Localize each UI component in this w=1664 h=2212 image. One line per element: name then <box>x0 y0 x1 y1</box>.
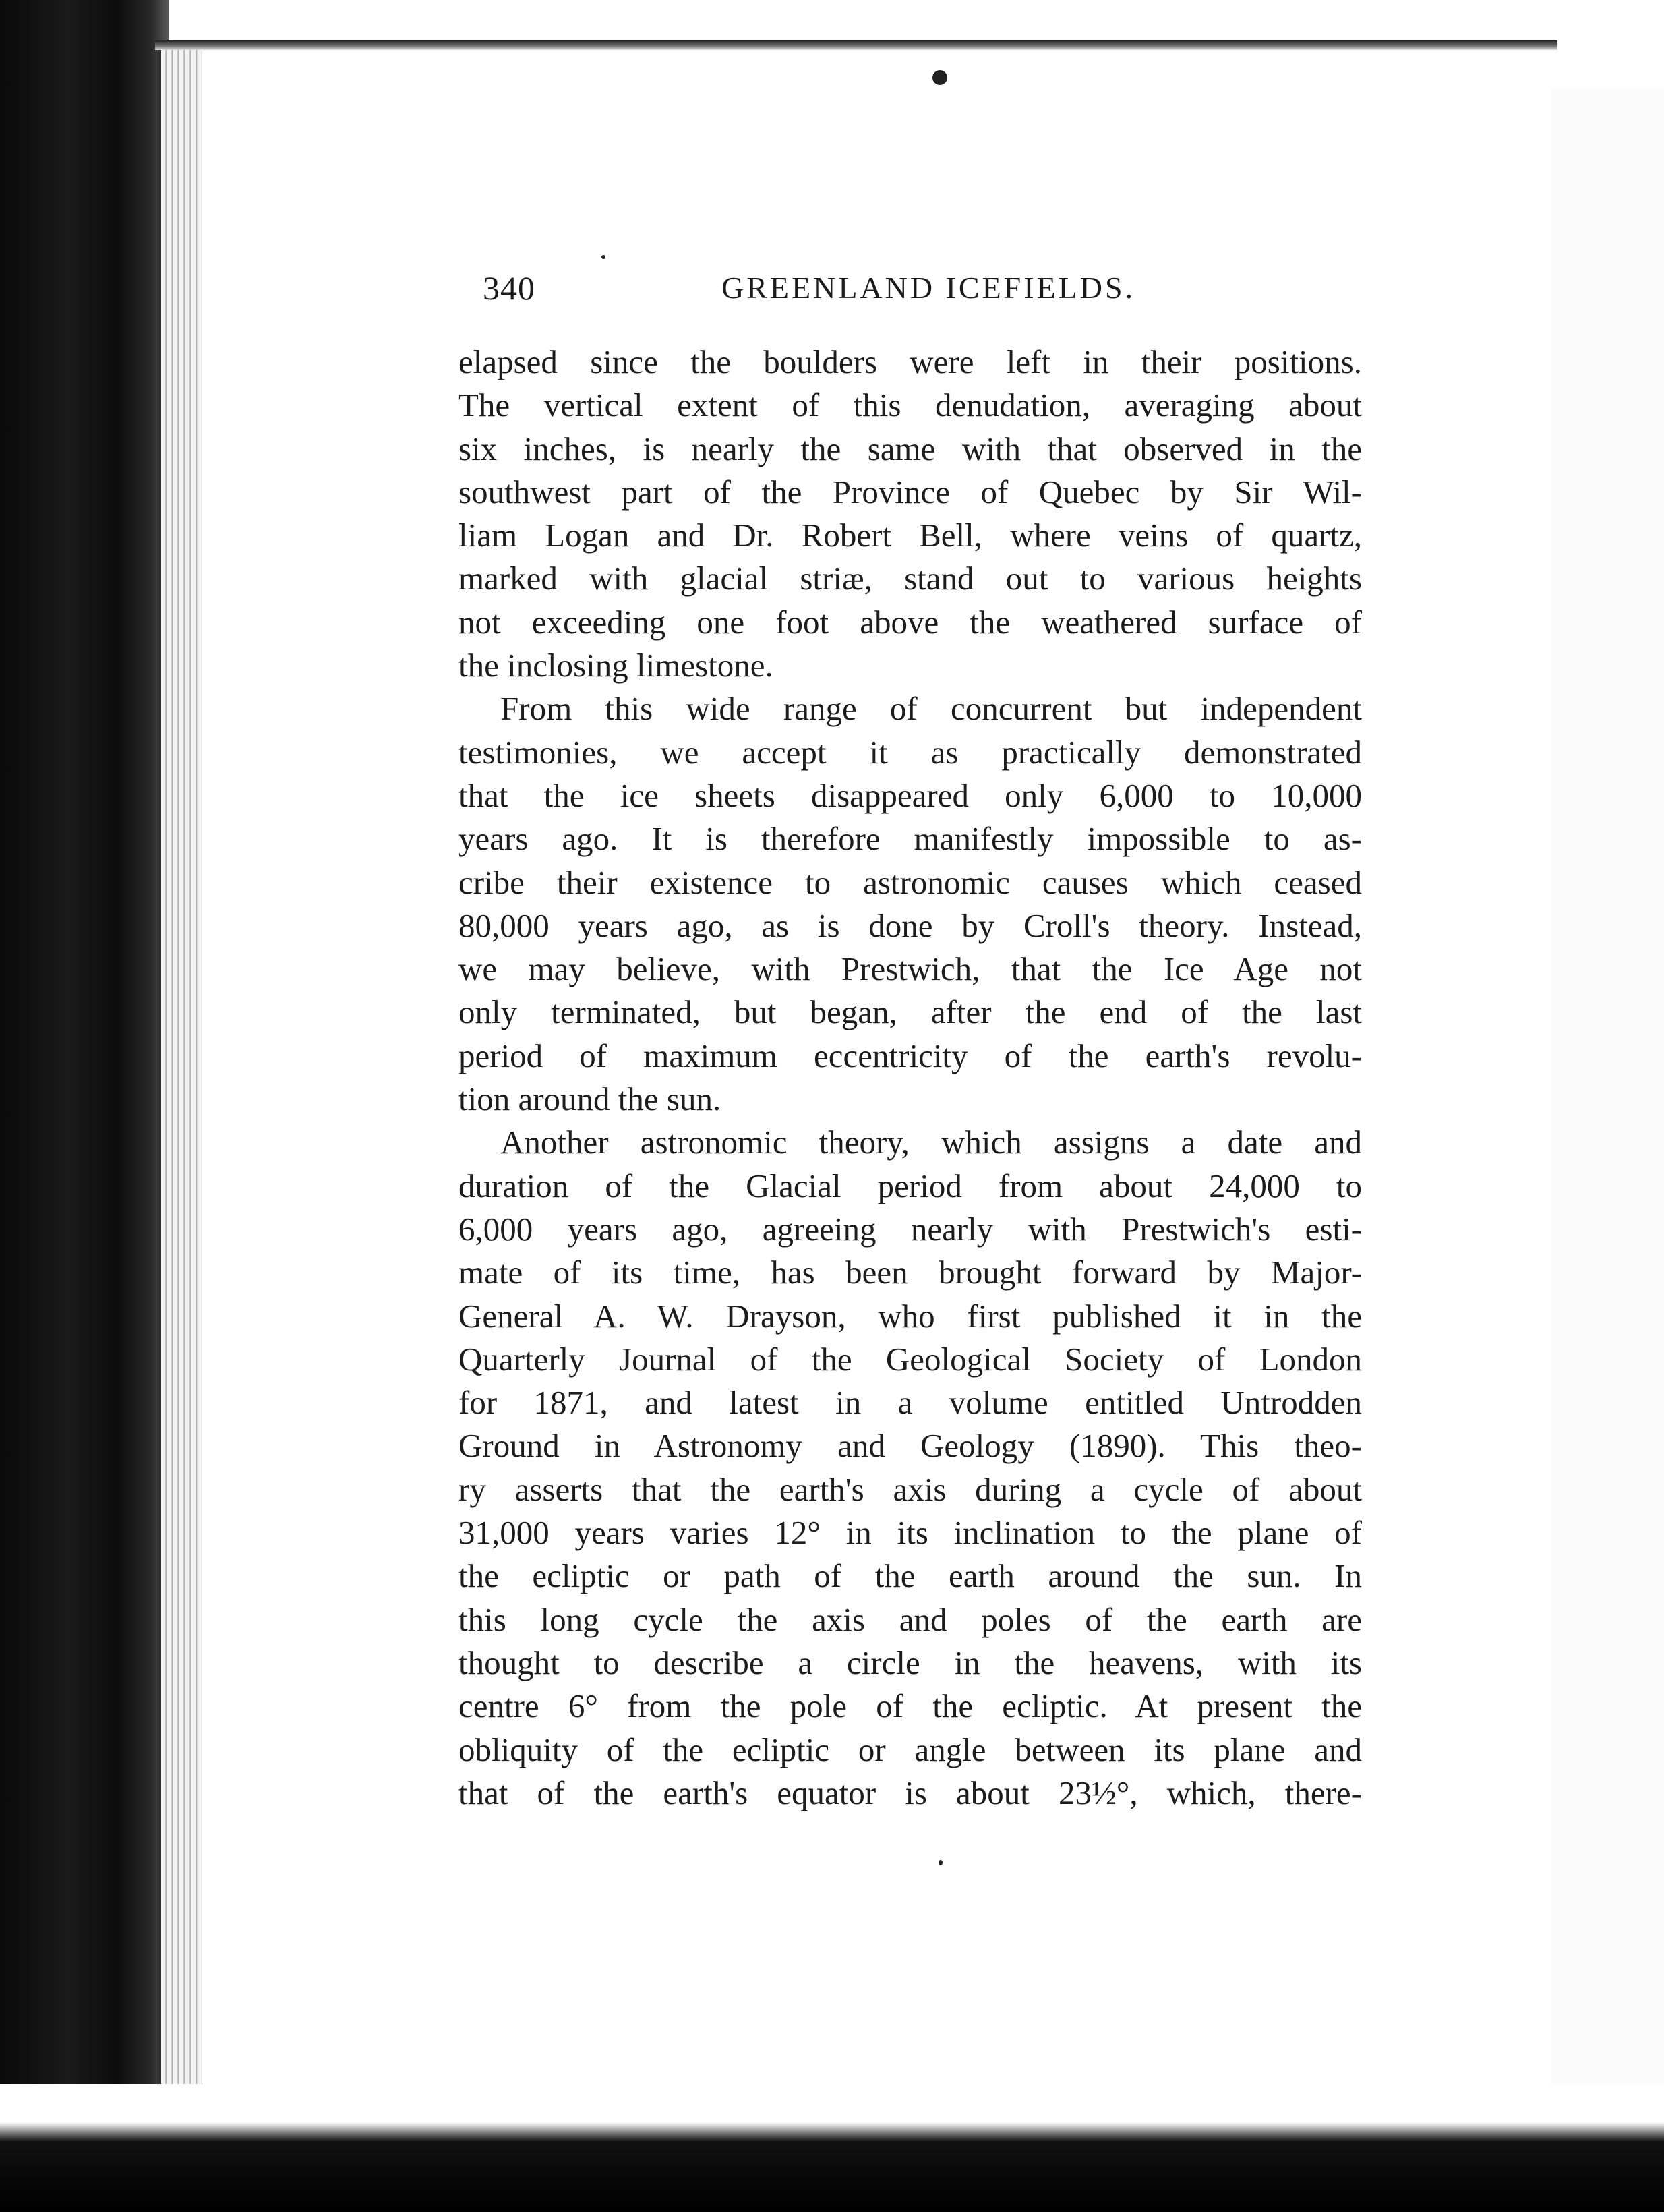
text-line: duration of the Glacial period from about 24,000 to <box>458 1167 1362 1204</box>
text-line: Ground in Astronomy and Geology (1890). This theo- <box>458 1427 1362 1465</box>
running-head <box>483 268 1373 316</box>
text-line: six inches, is nearly the same with that observed in the <box>458 430 1362 467</box>
text-line: The vertical extent of this denudation, averaging about <box>458 386 1362 424</box>
text-line: Another astronomic theory, which assigns a date and <box>500 1124 1362 1161</box>
page-number: 340 <box>483 269 535 307</box>
book-spine-edge <box>0 0 169 2212</box>
text-line: obliquity of the ecliptic or angle between its plane and <box>458 1730 1362 1768</box>
text-line: for 1871, and latest in a volume entitled Untrodden <box>458 1384 1362 1422</box>
text-line: tion around the sun. <box>458 1080 721 1118</box>
text-line: 31,000 years varies 12° in its inclination to the plane of <box>458 1514 1362 1552</box>
text-line: ry asserts that the earth's axis during a cycle of about <box>458 1470 1362 1508</box>
text-line: we may believe, with Prestwich, that the Ice Age not <box>458 950 1362 988</box>
page-top-edge <box>155 40 1557 50</box>
text-line: General A. W. Drayson, who first published it in the <box>458 1297 1362 1335</box>
page-bottom-edge <box>0 2084 1664 2212</box>
text-line: years ago. It is therefore manifestly impossible to as- <box>458 820 1362 858</box>
text-line: the ecliptic or path of the earth around the sun. In <box>458 1557 1362 1595</box>
ink-speck <box>932 70 947 85</box>
text-line: From this wide range of concurrent but independent <box>500 690 1362 728</box>
ink-speck <box>601 255 605 259</box>
text-line: southwest part of the Province of Quebec by Sir Wil- <box>458 473 1362 511</box>
ink-speck <box>939 1860 943 1865</box>
text-line: centre 6° from the pole of the ecliptic. At present the <box>458 1687 1362 1725</box>
text-line: Quarterly Journal of the Geological Society of London <box>458 1340 1362 1378</box>
text-line: that the ice sheets disappeared only 6,000 to 10,000 <box>458 776 1362 814</box>
text-line: elapsed since the boulders were left in their positions. <box>458 343 1362 380</box>
text-line: liam Logan and Dr. Robert Bell, where veins of quartz, <box>458 517 1362 554</box>
text-line: that of the earth's equator is about 23½°, which, there- <box>458 1774 1362 1811</box>
text-line: marked with glacial striæ, stand out to various heights <box>458 560 1362 598</box>
text-line: only terminated, but began, after the end of the last <box>458 993 1362 1031</box>
text-line: cribe their existence to astronomic causes which ceased <box>458 863 1362 901</box>
text-line: thought to describe a circle in the heavens, with its <box>458 1643 1362 1681</box>
text-line: mate of its time, has been brought forward by Major- <box>458 1254 1362 1291</box>
text-line: 6,000 years ago, agreeing nearly with Prestwich's esti- <box>458 1210 1362 1248</box>
text-line: period of maximum eccentricity of the earth's revolu- <box>458 1037 1362 1074</box>
text-line: testimonies, we accept it as practically demonstrated <box>458 733 1362 771</box>
running-title: GREENLAND ICEFIELDS. <box>721 270 1136 305</box>
text-line: not exceeding one foot above the weathered surface of <box>458 603 1362 641</box>
text-line: the inclosing limestone. <box>458 647 773 685</box>
body-text <box>458 341 1362 1815</box>
text-line: this long cycle the axis and poles of the earth are <box>458 1600 1362 1638</box>
page-stack-edge <box>158 40 208 2145</box>
text-line: 80,000 years ago, as is done by Croll's theory. Instead, <box>458 906 1362 944</box>
